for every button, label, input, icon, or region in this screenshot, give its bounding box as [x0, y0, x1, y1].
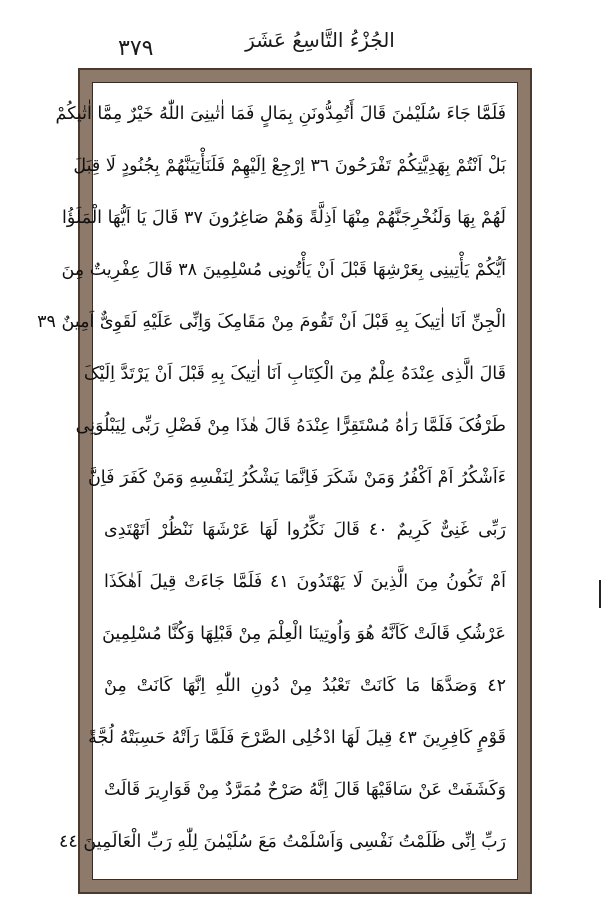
verse-line: قَالَ الَّذِی عِنْدَهُ عِلْمٌ مِنَ الْکِتَابِ اَنَا اٰتِیکَ بِهِ قَبْلَ اَنْ یَرْتَدَّ اِلَیْکَ: [83, 364, 506, 384]
verse-line: ٤٢ وَصَدَّهَا مَا کَانَتْ تَعْبُدُ مِنْ دُونِ اللّٰهِ اِنَّهَا کَانَتْ مِنْ: [104, 676, 506, 696]
verse-line: ءَاَشْکُرُ اَمْ اَکْفُرُ وَمَنْ شَکَرَ فَاِنَّمَا یَشْکُرُ لِنَفْسِهِ وَمَنْ کَفَرَ فَاِنَّ: [87, 468, 506, 488]
verse-line: اَیُّکُمْ یَأْتِینِی بِعَرْشِهَا قَبْلَ اَنْ یَأْتُونِی مُسْلِمِینَ ٣٨ قَالَ عِفْرِیتٌ مِنَ: [61, 260, 506, 280]
verse-line: الْجِنِّ اَنَا اٰتِیکَ بِهِ قَبْلَ اَنْ تَقُومَ مِنْ مَقَامِکَ وَاِنِّی عَلَیْهِ لَقَوِیٌّ اَمِینٌ ٣٩: [37, 312, 506, 332]
verse-text-block: [37, 92, 506, 872]
page-header: [0, 0, 603, 72]
verse-line: رَبِّ اِنِّی ظَلَمْتُ نَفْسِی وَاَسْلَمْتُ مَعَ سُلَیْمٰنَ لِلّٰهِ رَبِّ الْعَالَمِینَ ٤٤: [58, 832, 506, 852]
verse-line: لَهُمْ بِهَا وَلَنُخْرِجَنَّهُمْ مِنْهَا اَذِلَّةً وَهُمْ صَاغِرُونَ ٣٧ قَالَ یَا اَیُّهَا الْمَلَؤُا: [62, 208, 506, 228]
verse-line: فَلَمَّا جَاءَ سُلَيْمٰنَ قَالَ أَتُمِدُّونَنِ بِمَالٍ فَمَا اٰتٰینِیَ اللّٰهُ خَیْرٌ مِمَّا اٰتٰیکُمْ: [55, 104, 506, 124]
verse-line: طَرْفُکَ فَلَمَّا رَاٰهُ مُسْتَقِرًّا عِنْدَهُ قَالَ هٰذَا مِنْ فَضْلِ رَبِّی لِیَبْلُوَنِی: [75, 416, 506, 436]
verse-line: رَبِّی غَنِیٌّ کَرِیمٌ ٤٠ قَالَ نَکِّرُوا لَهَا عَرْشَهَا نَنْظُرْ اَتَهْتَدِی: [104, 520, 506, 540]
verse-line: اَمْ تَکُونُ مِنَ الَّذِینَ لَا یَهْتَدُونَ ٤١ فَلَمَّا جَاءَتْ قِیلَ اَهٰکَذَا: [104, 572, 506, 592]
verse-line: قَوْمٍ کَافِرِینَ ٤٣ قِیلَ لَهَا ادْخُلِی الصَّرْحَ فَلَمَّا رَاَتْهُ حَسِبَتْهُ لُجَّةً: [88, 728, 506, 748]
margin-mark: [599, 580, 601, 608]
verse-line: بَلْ اَنْتُمْ بِهَدِیَّتِکُمْ تَفْرَحُونَ ٣٦ اِرْجِعْ اِلَیْهِمْ فَلَنَأْتِیَنَّهُمْ بِجُنُودٍ لَا قِبَلَ: [73, 156, 506, 176]
juz-title: الجُزْءُ التَّاسِعُ عَشَرَ: [245, 28, 395, 52]
verse-line: وَکَشَفَتْ عَنْ سَاقَیْهَا قَالَ اِنَّهُ صَرْحٌ مُمَرَّدٌ مِنْ قَوَارِیرَ قَالَتْ: [104, 780, 506, 800]
page-number: ٣٧٩: [118, 36, 154, 61]
verse-line: عَرْشُکِ قَالَتْ کَاَنَّهُ هُوَ وَاُوتِینَا الْعِلْمَ مِنْ قَبْلِهَا وَکُنَّا مُسْلِمِینَ: [102, 624, 506, 644]
